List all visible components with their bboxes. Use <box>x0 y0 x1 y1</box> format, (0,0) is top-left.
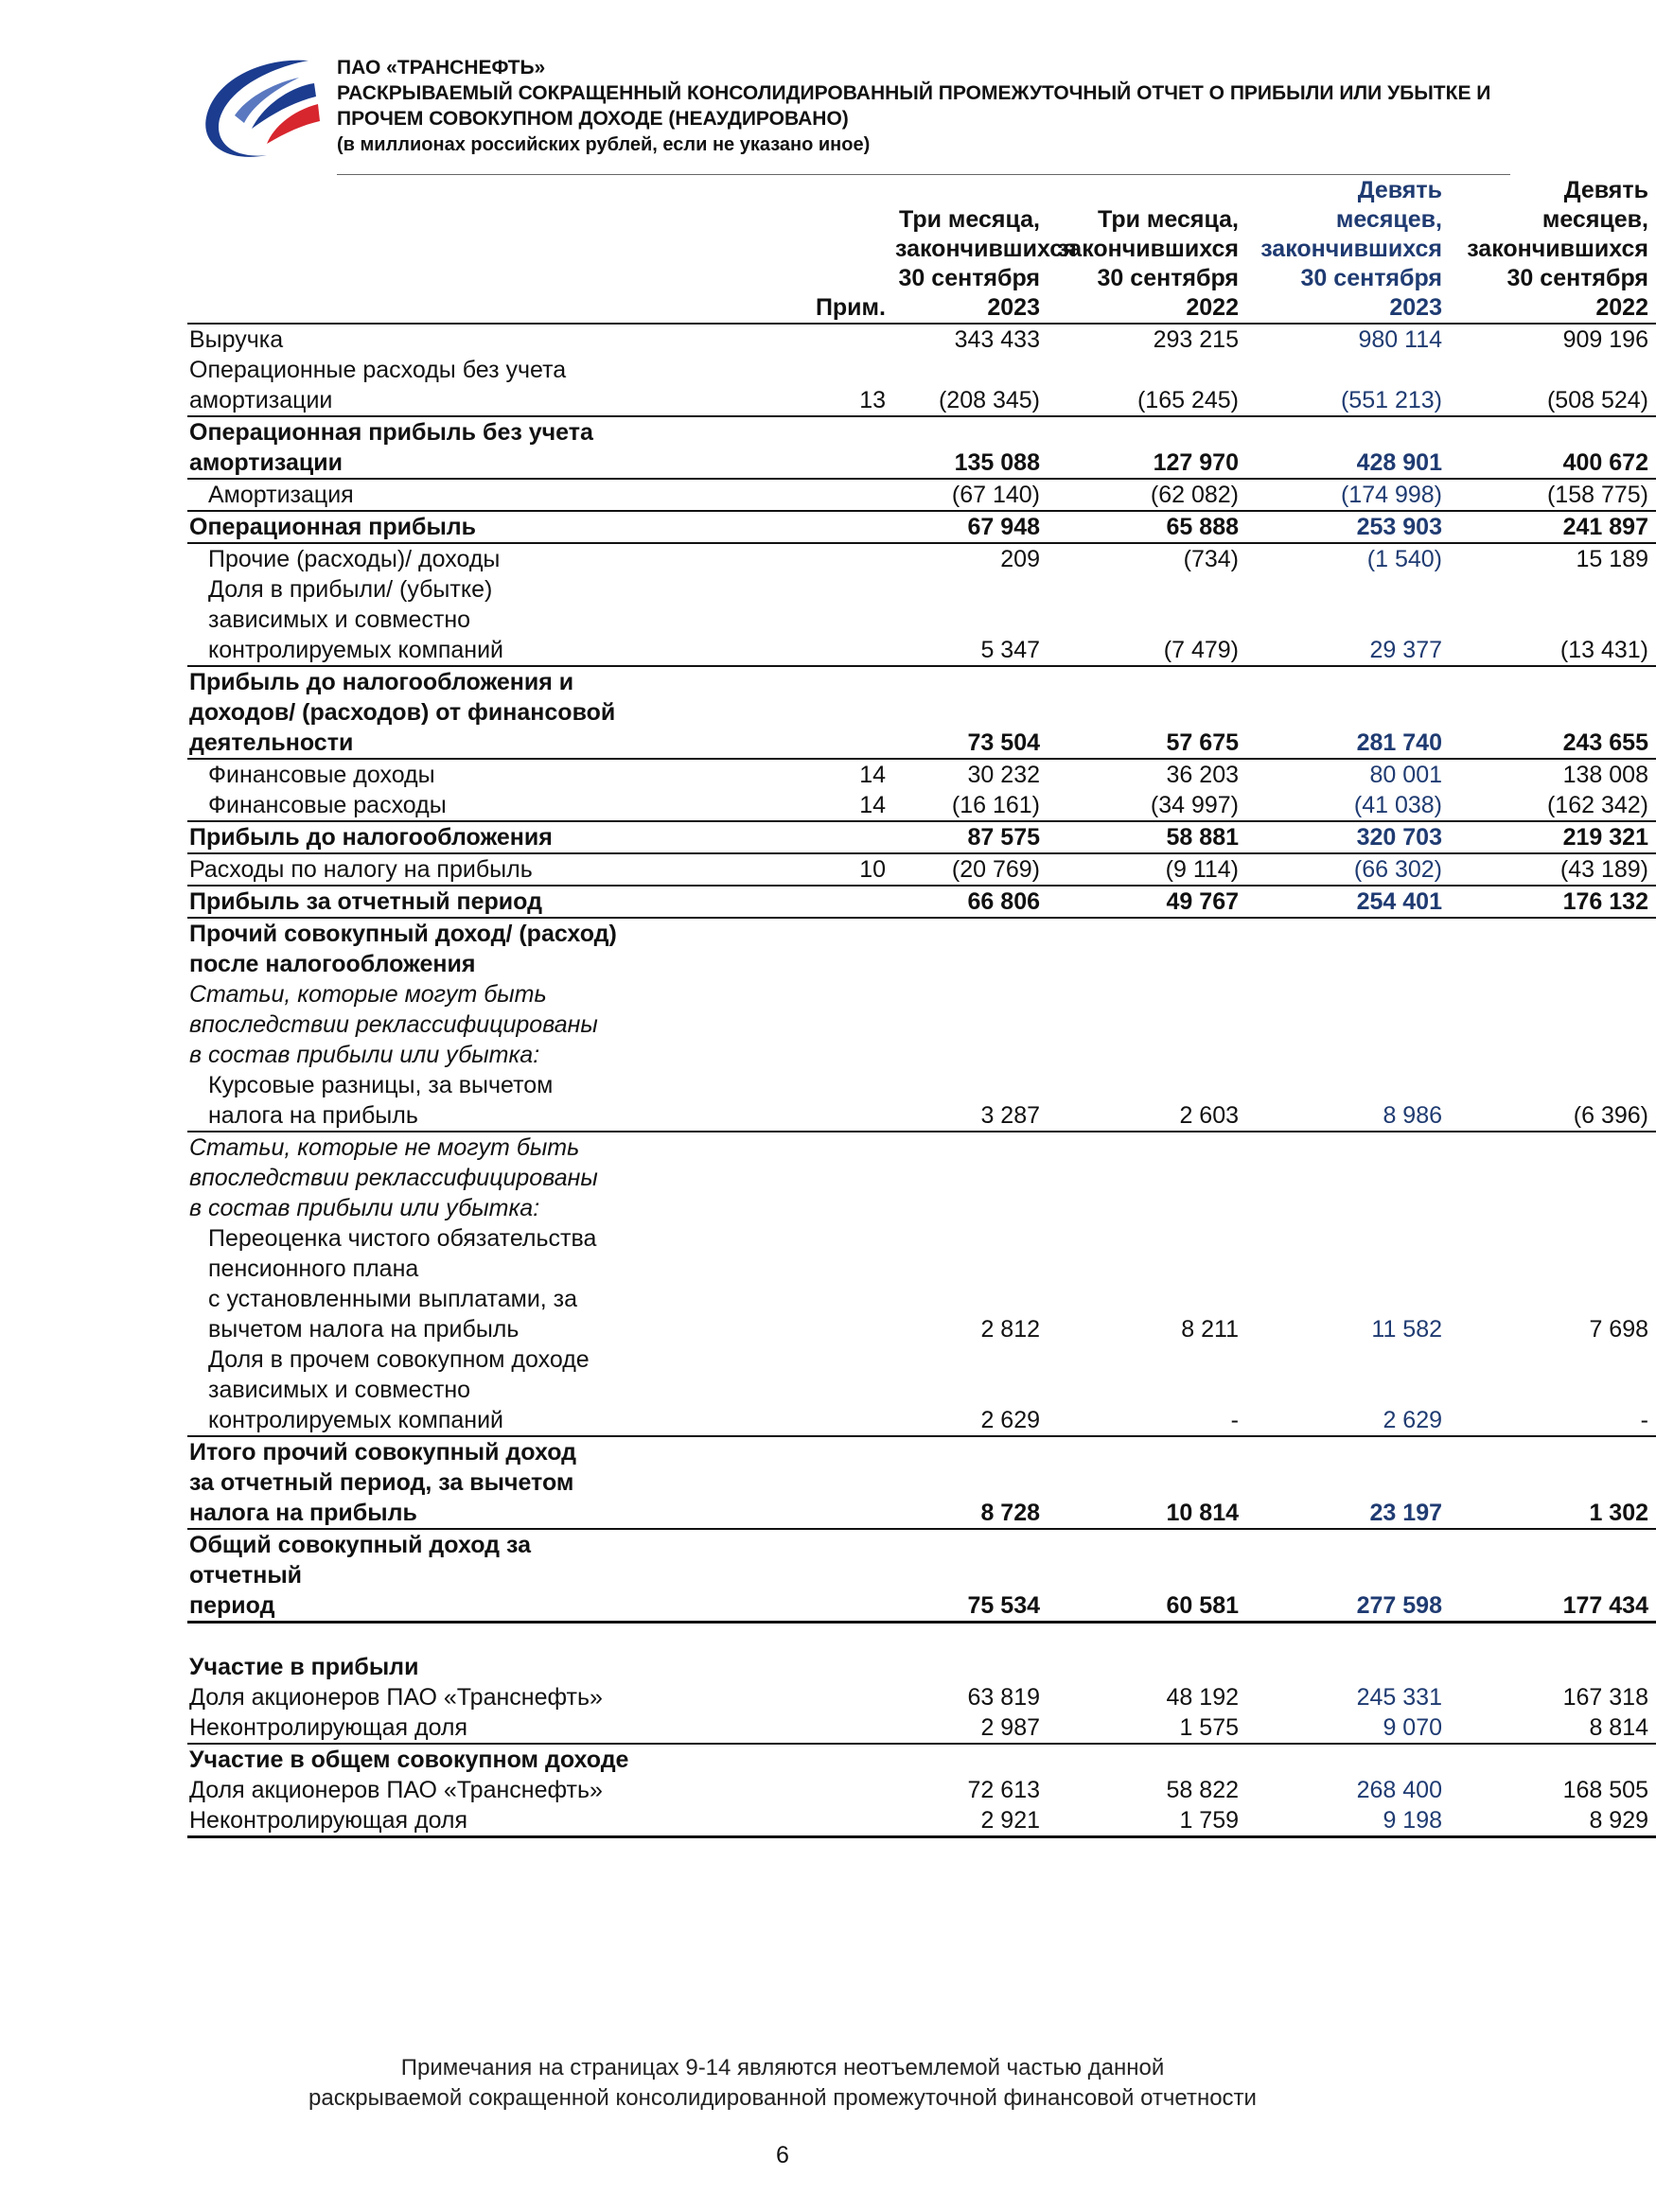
row-profit-owners: Доля акционеров ПАО «Транснефть» 63 819 48 192 245 331 167 318 <box>189 1684 1648 1711</box>
col-9m-2022-header: Девять месяцев, закончившихся 30 сентября 2022 <box>1450 176 1656 324</box>
row-reclassified-title: Статьи, которые могут быть впоследствии реклассифицированы в состав прибыли или убытка: <box>189 981 598 1068</box>
units-note: (в миллионах российских рублей, если не указано иное) <box>337 134 871 155</box>
footer-line1: Примечания на страницах 9-14 являются неотъемлемой частью данной <box>400 2055 1165 2080</box>
row-income-tax: Расходы по налогу на прибыль 10 (20 769) (9 114) (66 302) (43 189) <box>187 853 1656 886</box>
col-9m-2023-header: Девять месяцев, закончившихся 30 сентября 2023 <box>1246 176 1450 324</box>
row-share-of-associates-oci: Доля в прочем совокупном доходе зависимых и совместно контролируемых компаний 2 629 - 2 629 - <box>208 1346 1648 1433</box>
spacer-row <box>187 1623 1656 1653</box>
note-column-header: Прим. <box>645 176 893 324</box>
row-profit-before-finance: Прибыль до налогообложения и доходов/ (расходов) от финансовой деятельности 73 504 57 675 281 740 243 655 <box>187 666 1656 759</box>
row-total-oci: Итого прочий совокупный доход за отчетный период, за вычетом налога на прибыль 8 728 10 814 23 197 1 302 <box>187 1436 1656 1529</box>
row-amortization: Амортизация (67 140) (62 082) (174 998) (158 775) <box>187 479 1656 511</box>
row-fx-differences: Курсовые разницы, за вычетом налога на прибыль 3 287 2 603 8 986 (6 396) <box>208 1072 1648 1129</box>
row-not-reclassified-title: Статьи, которые не могут быть впоследствии реклассифицированы в состав прибыли или убытка: <box>187 1132 1656 1223</box>
report-title-line1: РАСКРЫВАЕМЫЙ СОКРАЩЕННЫЙ КОНСОЛИДИРОВАННЫЙ ПРОМЕЖУТОЧНЫЙ ОТЧЕТ О ПРИБЫЛИ ИЛИ УБЫТКЕ И <box>337 82 1491 104</box>
report-header <box>337 55 1510 158</box>
header-divider <box>337 174 1510 175</box>
footer-line2: раскрываемой сокращенной консолидированной промежуточной финансовой отчетности <box>308 2085 1257 2111</box>
row-pension-remeasurement: Переоценка чистого обязательства пенсионного плана с установленными выплатами, за вычетом налога на прибыль 2 812 8 211 11 582 7 698 <box>208 1225 1648 1343</box>
row-profit-nci: Неконтролирующая доля 2 987 1 575 9 070 8 814 <box>189 1714 1648 1741</box>
row-attributable-profit-title: Участие в прибыли <box>189 1654 419 1680</box>
column-header-row <box>187 176 1656 324</box>
row-oci-title: Прочий совокупный доход/ (расход) после налогообложения <box>187 918 1656 979</box>
row-ebitda: Операционная прибыль без учета амортизации 135 088 127 970 428 901 400 672 <box>187 416 1656 479</box>
row-operating-profit: Операционная прибыль 67 948 65 888 253 903 241 897 <box>187 511 1656 543</box>
row-attributable-tci-title: Участие в общем совокупном доходе <box>187 1744 1656 1775</box>
row-revenue: Выручка 343 433 293 215 980 114 909 196 <box>189 326 1648 353</box>
row-net-profit: Прибыль за отчетный период 66 806 49 767 254 401 176 132 <box>187 886 1656 918</box>
page-number: 6 <box>776 2142 789 2168</box>
col-3m-2022-header: Три месяца, закончившихся 30 сентября 2022 <box>1048 176 1246 324</box>
row-profit-before-tax: Прибыль до налогообложения 87 575 58 881 320 703 219 321 <box>187 821 1656 853</box>
row-tci-owners: Доля акционеров ПАО «Транснефть» 72 613 58 822 268 400 168 505 <box>189 1777 1648 1803</box>
row-opex: Операционные расходы без учета амортизации 13 (208 345) (165 245) (551 213) (508 524) <box>189 357 1648 413</box>
income-statement-table <box>187 176 1656 1838</box>
row-total-comprehensive-income: Общий совокупный доход за отчетный период 75 534 60 581 277 598 177 434 <box>187 1529 1656 1623</box>
col-3m-2023-header: Три месяца, закончившихся 30 сентября 2023 <box>893 176 1048 324</box>
transneft-logo <box>197 55 320 167</box>
row-finance-expense: Финансовые расходы 14 (16 161) (34 997) (41 038) (162 342) <box>208 792 1648 818</box>
footer-note <box>0 2053 1565 2114</box>
row-other-income: Прочие (расходы)/ доходы 209 (734) (1 540) 15 189 <box>187 543 1656 574</box>
report-title-line2: ПРОЧЕМ СОВОКУПНОМ ДОХОДЕ (НЕАУДИРОВАНО) <box>337 108 849 130</box>
row-tci-nci: Неконтролирующая доля 2 921 1 759 9 198 8 929 <box>187 1805 1656 1837</box>
company-name: ПАО «ТРАНСНЕФТЬ» <box>337 57 546 79</box>
row-share-of-associates: Доля в прибыли/ (убытке) зависимых и совместно контролируемых компаний 5 347 (7 479) 29 377 (13 431) <box>208 576 1648 663</box>
row-finance-income: Финансовые доходы 14 30 232 36 203 80 001 138 008 <box>187 759 1656 790</box>
